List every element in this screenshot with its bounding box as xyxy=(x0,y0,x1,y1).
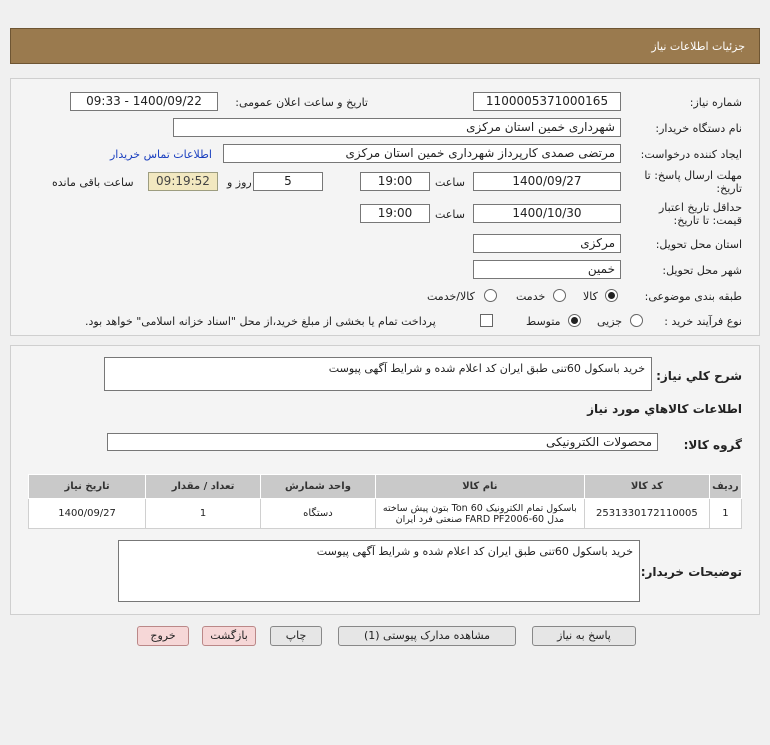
deadline-time-field: 19:00 xyxy=(360,172,430,191)
col-goods-code: کد کالا xyxy=(584,475,709,499)
buyer-org-label: نام دستگاه خریدار: xyxy=(655,122,742,135)
cell-goods-name: باسکول تمام الکترونیک 60 Ton بتون پیش ساخته مدل FARD PF2006-60 صنعتی فرد ایران xyxy=(375,499,584,529)
province-label: استان محل تحویل: xyxy=(655,238,742,251)
validity-date-field: 1400/10/30 xyxy=(473,204,621,223)
cell-need-date: 1400/09/27 xyxy=(29,499,146,529)
goods-table xyxy=(28,474,742,529)
general-desc-field: خرید باسکول 60تنی طبق ایران کد اعلام شده و شرایط آگهی پیوست xyxy=(104,357,652,391)
need-number-field: 1100005371000165 xyxy=(473,92,621,111)
goods-group-label: گروه کالا: xyxy=(683,438,742,452)
col-row-number: ردیف xyxy=(709,475,741,499)
category-label: طبقه بندی موضوعی: xyxy=(644,290,742,303)
deadline-date-field: 1400/09/27 xyxy=(473,172,621,191)
goods-table-header xyxy=(29,475,742,499)
validity-time-label: ساعت xyxy=(435,208,465,221)
cell-goods-code: 2531330172110005 xyxy=(584,499,709,529)
buyer-contact-link[interactable]: اطلاعات تماس خریدار xyxy=(110,148,212,161)
city-label: شهر محل تحویل: xyxy=(662,264,742,277)
col-need-date: تاریخ نیاز xyxy=(29,475,146,499)
process-partial-radio[interactable] xyxy=(630,314,643,327)
deadline-label: مهلت ارسال پاسخ: تا xyxy=(644,169,742,182)
city-field: خمین xyxy=(473,260,621,279)
need-number-label: شماره نیاز: xyxy=(689,96,742,109)
col-unit: واحد شمارش xyxy=(261,475,376,499)
category-service-label: خدمت xyxy=(516,290,546,303)
remaining-time-label: ساعت باقی مانده xyxy=(52,176,134,189)
buyer-notes-field: خرید باسکول 60تنی طبق ایران کد اعلام شده و شرایط آگهی پیوست xyxy=(118,540,640,602)
table-row xyxy=(29,499,742,529)
creator-field: مرتضی صمدی کارپرداز شهرداری خمین استان مرکزی xyxy=(223,144,621,163)
buyer-org-field: شهرداری خمین استان مرکزی xyxy=(173,118,621,137)
remaining-time-field: 09:19:52 xyxy=(148,172,218,191)
announce-label: تاریخ و ساعت اعلان عمومی: xyxy=(235,96,368,109)
treasury-payment-checkbox[interactable] xyxy=(480,314,493,327)
print-button[interactable]: چاپ xyxy=(270,626,322,646)
deadline-time-label: ساعت xyxy=(435,176,465,189)
validity-date-label: قیمت: تا تاریخ: xyxy=(673,214,742,227)
category-goods-service-label: کالا/خدمت xyxy=(427,290,475,303)
category-goods-service-radio[interactable] xyxy=(484,289,497,302)
category-goods-radio[interactable] xyxy=(605,289,618,302)
reply-button[interactable]: پاسخ به نیاز xyxy=(532,626,636,646)
col-quantity: تعداد / مقدار xyxy=(146,475,261,499)
process-medium-radio[interactable] xyxy=(568,314,581,327)
exit-button[interactable]: خروج xyxy=(137,626,189,646)
treasury-payment-note: پرداخت تمام یا بخشی از مبلغ خرید،از محل "اسناد خزانه اسلامی" خواهد بود. xyxy=(85,315,436,328)
back-button[interactable]: بازگشت xyxy=(202,626,256,646)
view-attachments-button[interactable]: مشاهده مدارک پیوستی (1) xyxy=(338,626,516,646)
days-label: روز و xyxy=(227,176,252,189)
cell-row-number: 1 xyxy=(709,499,741,529)
category-goods-label: کالا xyxy=(583,290,598,303)
buyer-notes-label: توضیحات خریدار: xyxy=(640,565,742,579)
remaining-days-field: 5 xyxy=(253,172,323,191)
category-service-radio[interactable] xyxy=(553,289,566,302)
goods-group-field: محصولات الکترونیکی xyxy=(107,433,658,451)
announce-datetime-field: 1400/09/22 - 09:33 xyxy=(70,92,218,111)
province-field: مرکزی xyxy=(473,234,621,253)
cell-unit: دستگاه xyxy=(261,499,376,529)
col-goods-name: نام کالا xyxy=(375,475,584,499)
general-desc-label: شرح كلي نياز: xyxy=(656,369,742,383)
page-title: جزئیات اطلاعات نیاز xyxy=(651,40,745,53)
validity-time-field: 19:00 xyxy=(360,204,430,223)
creator-label: ایجاد کننده درخواست: xyxy=(640,148,742,161)
process-partial-label: جزیی xyxy=(597,315,623,328)
deadline-date-label: تاریخ: xyxy=(716,182,742,195)
cell-quantity: 1 xyxy=(146,499,261,529)
validity-label: حداقل تاریخ اعتبار xyxy=(658,201,742,214)
process-medium-label: متوسط xyxy=(526,315,561,328)
goods-info-title: اطلاعات کالاهاي مورد نياز xyxy=(587,402,742,416)
process-label: نوع فرآیند خرید : xyxy=(664,315,742,328)
page-header xyxy=(10,28,760,64)
